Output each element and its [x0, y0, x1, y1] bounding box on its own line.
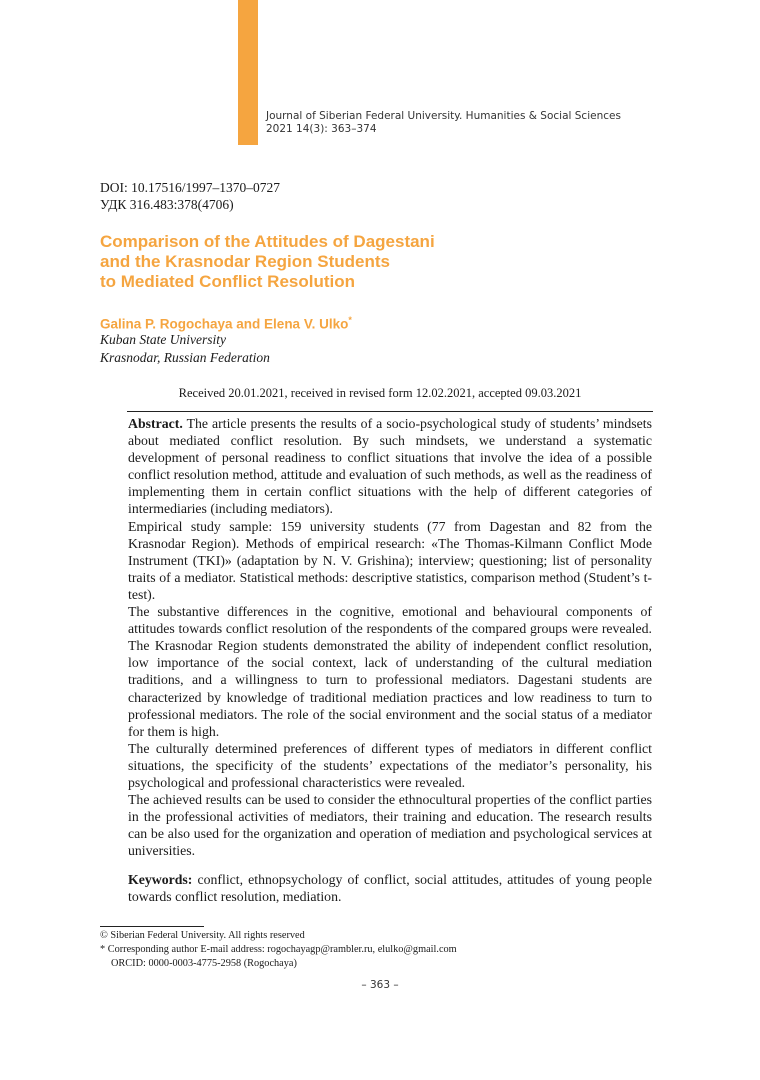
authors	[100, 315, 352, 332]
university: Kuban State University	[100, 332, 226, 347]
footnote-rule	[100, 926, 204, 927]
title-line: and the Krasnodar Region Students	[100, 252, 390, 271]
journal-issue: 2021 14(3): 363–374	[266, 123, 377, 135]
abstract	[128, 415, 652, 859]
keywords	[128, 871, 652, 905]
doi: DOI: 10.17516/1997–1370–0727	[100, 180, 280, 195]
footnotes	[100, 929, 457, 971]
author-names: Galina P. Rogochaya and Elena V. Ulko	[100, 316, 349, 332]
journal-title: Journal of Siberian Federal University. Humanities & Social Sciences	[266, 110, 621, 122]
title-line: to Mediated Conflict Resolution	[100, 272, 355, 291]
received-dates: Received 20.01.2021, received in revised form 12.02.2021, accepted 09.03.2021	[178, 386, 582, 400]
abstract-label: Abstract.	[128, 416, 183, 431]
abstract-paragraph	[128, 415, 652, 518]
abstract-paragraph: Empirical study sample: 159 university students (77 from Dagestan and 82 from the Krasnodar Region). Methods of empirical research: «The Thomas-Kilmann Conflict Mode Instrument (TKI)» (adaptation by N. V. Grishina); interview; questioning; list of personality traits of a mediator. Statistical methods: descriptive statistics, comparison method (Student’s t-test).	[128, 518, 652, 602]
keywords-label: Keywords:	[128, 872, 193, 887]
abstract-paragraph: The substantive differences in the cognitive, emotional and behavioural components of attitudes towards conflict resolution of the respondents of the compared groups were revealed. The Krasnodar Region students demonstrated the ability of independent conflict resolution, low importance of the social context, lack of understanding of the cultural mediation traditions, and a willingness to turn to professional mediators. Dagestani students are characterized by knowledge of traditional mediation practices and low readiness to turn to professional mediators. The role of the social environment and the social status of a mediator for them is high.	[128, 604, 652, 739]
orcid-note: ORCID: 0000-0003-4775-2958 (Rogochaya)	[111, 958, 297, 969]
page-number: – 363 –	[361, 979, 399, 991]
affiliation	[100, 331, 270, 367]
article-identifiers	[100, 179, 280, 213]
journal-header	[266, 110, 621, 136]
abstract-paragraph: The achieved results can be used to consider the ethnocultural properties of the conflict parties in the professional activities of mediators, their training and education. The research results can be also used for the organization and operation of mediation and psychological services at universities.	[128, 792, 652, 859]
article-title	[100, 232, 560, 292]
corresponding-mark: *	[348, 315, 352, 325]
corresponding-author-note: * Corresponding author E-mail address: rogochayagp@rambler.ru, elulko@gmail.com	[100, 944, 457, 955]
location: Krasnodar, Russian Federation	[100, 350, 270, 365]
abstract-top-rule	[127, 411, 653, 412]
header-accent-bar	[238, 0, 258, 145]
abstract-text: The article presents the results of a socio-psychological study of students’ mindsets about mediated conflict resolution. By such mindsets, we understand a systematic development of personal readiness to conflict situations that involve the idea of a possible conflict resolution method, attitude and evaluation of such methods, as well as the readiness of implementing them in certain conflict situations with the help of different categories of intermediaries (including mediators).	[128, 416, 652, 517]
keywords-text: conflict, ethnopsychology of conflict, social attitudes, attitudes of young people towards conflict resolution, mediation.	[128, 872, 652, 905]
copyright-note: © Siberian Federal University. All rights reserved	[100, 930, 305, 941]
title-line: Comparison of the Attitudes of Dagestani	[100, 232, 435, 251]
udk: УДК 316.483:378(4706)	[100, 197, 234, 212]
abstract-paragraph: The culturally determined preferences of different types of mediators in different conflict situations, the specificity of the students’ expectations of the mediator’s personality, his psychological and professional characteristics were revealed.	[128, 740, 652, 790]
